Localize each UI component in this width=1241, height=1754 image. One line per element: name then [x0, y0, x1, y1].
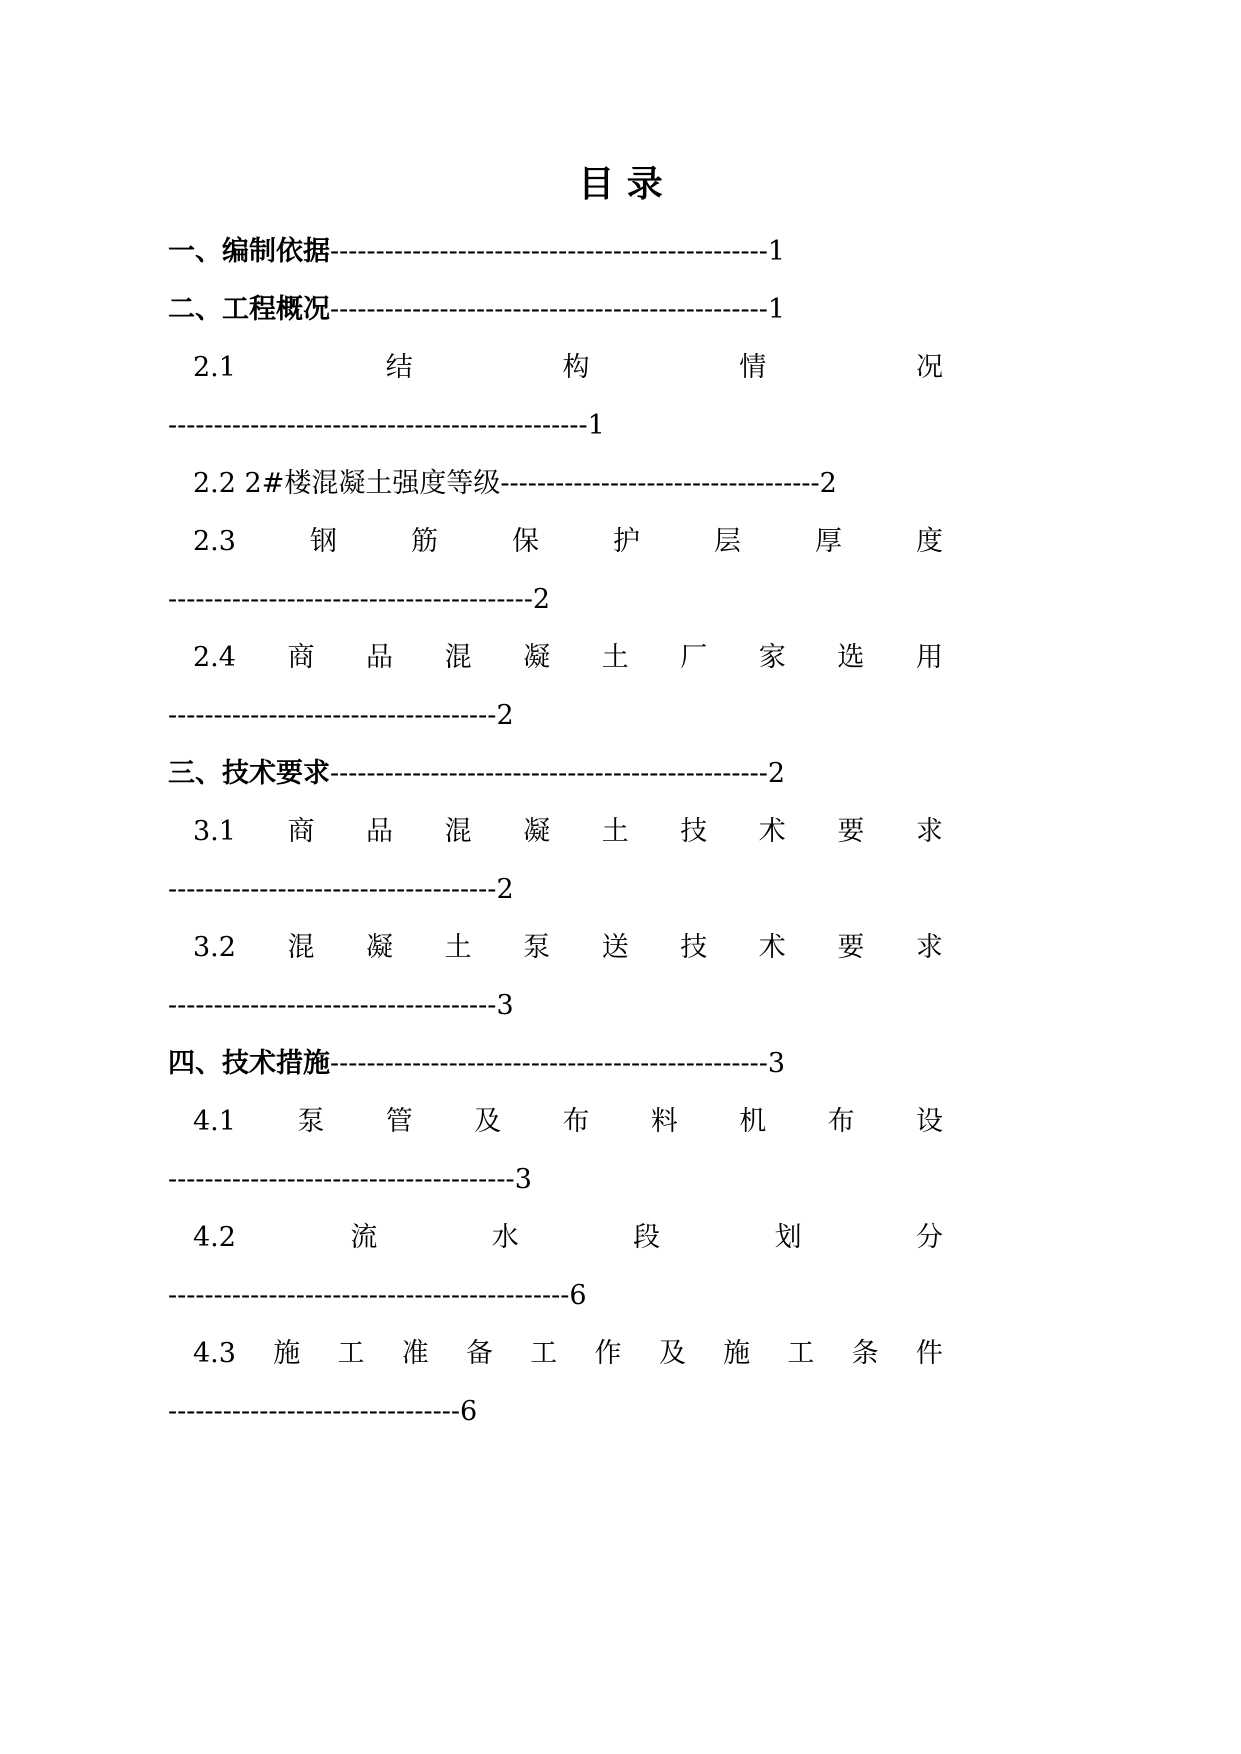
- toc-entry-char: 工: [787, 1338, 815, 1369]
- toc-entry-char: 度: [915, 526, 943, 557]
- toc-entry-char: 设: [915, 1106, 943, 1137]
- toc-leader-line-4-2: [168, 1276, 868, 1316]
- toc-entry-char: 混: [444, 816, 472, 847]
- toc-entry-label: 2#楼混凝土强度等级: [244, 468, 501, 499]
- toc-page-number: 1: [767, 294, 786, 325]
- toc-entry-char: 泵: [523, 932, 551, 963]
- toc-entry-char: 混: [444, 642, 472, 673]
- toc-entry-char: 构: [562, 352, 590, 383]
- toc-leader-line-4-1: [168, 1160, 868, 1200]
- toc-entry-char: 商: [287, 816, 315, 847]
- toc-entry-char: 管: [385, 1106, 413, 1137]
- toc-page-number: 3: [514, 1164, 532, 1195]
- toc-entry-char: 工: [530, 1338, 558, 1369]
- toc-page-number: 2: [819, 468, 837, 499]
- toc-entry-number: 3.2: [193, 932, 236, 963]
- toc-entry-3-2[interactable]: [193, 928, 943, 968]
- toc-entry-char: 条: [851, 1338, 879, 1369]
- toc-leader: ------------------------------------------------: [330, 1048, 768, 1079]
- toc-entry-label: 工程概况: [222, 294, 330, 325]
- toc-page-number: 2: [496, 700, 514, 731]
- toc-entry-char: 要: [837, 932, 865, 963]
- toc-entry-char: 送: [601, 932, 629, 963]
- toc-entry-number: 三、: [168, 758, 222, 789]
- toc-entry-char: 布: [562, 1106, 590, 1137]
- toc-entry-char: 施: [723, 1338, 751, 1369]
- toc-entry-char: 保: [511, 526, 539, 557]
- toc-entry-char: 凝: [523, 642, 551, 673]
- toc-entry-char: 水: [491, 1222, 519, 1253]
- toc-entry-char: 技: [680, 816, 708, 847]
- toc-leader-line-2-4: [168, 696, 868, 736]
- toc-entry-char: 品: [366, 816, 394, 847]
- toc-entry-char: 技: [680, 932, 708, 963]
- toc-entry-char: 厂: [680, 642, 708, 673]
- toc-page-number: 3: [496, 990, 514, 1021]
- toc-entry-number: 2.4: [193, 642, 236, 673]
- toc-entry-number: 2.1: [193, 352, 236, 383]
- toc-entry-3-1[interactable]: [193, 812, 943, 852]
- toc-entry-char: 厚: [814, 526, 842, 557]
- toc-entry-label: 编制依据: [222, 236, 330, 267]
- toc-entry-char: 料: [650, 1106, 678, 1137]
- toc-entry-char: 泵: [297, 1106, 325, 1137]
- toc-entry-number: 3.1: [193, 816, 236, 847]
- toc-entry-char: 段: [633, 1222, 661, 1253]
- toc-entry-number: 二、: [168, 294, 222, 325]
- toc-entry-char: 准: [401, 1338, 429, 1369]
- toc-entry-char: 求: [915, 816, 943, 847]
- toc-leader: ------------------------------------: [168, 874, 497, 905]
- toc-entry-2-4[interactable]: [193, 638, 943, 678]
- toc-entry-char: 况: [915, 352, 943, 383]
- toc-entry-number: 四、: [168, 1048, 222, 1079]
- toc-entry-char: 术: [758, 932, 786, 963]
- toc-leader-line-3-2: [168, 986, 868, 1026]
- toc-entry-char: 分: [915, 1222, 943, 1253]
- toc-entry-label: 技术要求: [222, 758, 330, 789]
- toc-leader-line-2-1: [168, 406, 868, 446]
- toc-leader: ------------------------------------------------: [330, 236, 768, 267]
- toc-leader: ------------------------------------------------: [330, 758, 768, 789]
- toc-entry-number: 4.1: [193, 1106, 236, 1137]
- toc-entry-char: 土: [601, 816, 629, 847]
- toc-entry-char: 筋: [410, 526, 438, 557]
- toc-entry-4-3[interactable]: [193, 1334, 943, 1374]
- toc-entry-char: 钢: [309, 526, 337, 557]
- toc-entry-char: 土: [601, 642, 629, 673]
- toc-entry-number: 2.3: [193, 526, 236, 557]
- toc-entry-char: 及: [658, 1338, 686, 1369]
- toc-entry-3[interactable]: [168, 754, 943, 794]
- toc-entry-label: 技术措施: [222, 1048, 330, 1079]
- toc-leader: ----------------------------------------------: [168, 410, 588, 441]
- toc-leader-line-4-3: [168, 1392, 868, 1432]
- toc-page-number: 6: [569, 1280, 587, 1311]
- toc-page-number: 2: [496, 874, 514, 905]
- toc-entry-char: 术: [758, 816, 786, 847]
- toc-leader: ------------------------------------------------: [330, 294, 768, 325]
- toc-entry-char: 凝: [366, 932, 394, 963]
- toc-entry-char: 备: [466, 1338, 494, 1369]
- toc-entry-char: 求: [915, 932, 943, 963]
- toc-entry-2[interactable]: [168, 290, 943, 330]
- toc-entry-char: 施: [273, 1338, 301, 1369]
- toc-leader: --------------------------------------: [168, 1164, 515, 1195]
- toc-entry-2-3[interactable]: [193, 522, 943, 562]
- toc-leader: --------------------------------: [168, 1396, 460, 1427]
- toc-entry-char: 流: [350, 1222, 378, 1253]
- toc-leader: ----------------------------------------: [168, 584, 533, 615]
- toc-entry-number: 2.2: [193, 468, 236, 499]
- toc-entry-number: 4.2: [193, 1222, 236, 1253]
- toc-page-number: 1: [587, 410, 605, 441]
- toc-entry-char: 要: [837, 816, 865, 847]
- toc-leader-line-3-1: [168, 870, 868, 910]
- toc-leader: -----------------------------------: [500, 468, 820, 499]
- toc-entry-4[interactable]: [168, 1044, 943, 1084]
- toc-entry-char: 混: [287, 932, 315, 963]
- toc-page-number: 6: [459, 1396, 478, 1427]
- toc-leader: ------------------------------------: [168, 990, 497, 1021]
- toc-entry-char: 用: [915, 642, 943, 673]
- toc-entry-char: 层: [713, 526, 741, 557]
- toc-page-number: 3: [767, 1048, 786, 1079]
- toc-entry-2-2[interactable]: [193, 464, 943, 504]
- toc-page-number: 2: [532, 584, 551, 615]
- toc-entry-number: 4.3: [193, 1338, 236, 1369]
- toc-entry-2-1[interactable]: [193, 348, 943, 388]
- toc-title: 目 录: [578, 164, 663, 205]
- toc-entry-char: 品: [366, 642, 394, 673]
- toc-entry-char: 件: [915, 1338, 943, 1369]
- toc-entry-char: 结: [385, 352, 413, 383]
- toc-entry-char: 划: [774, 1222, 802, 1253]
- toc-entry-4-1[interactable]: [193, 1102, 943, 1142]
- toc-entry-char: 家: [758, 642, 786, 673]
- toc-leader: ------------------------------------: [168, 700, 497, 731]
- toc-entry-number: 一、: [168, 236, 222, 267]
- toc-leader: --------------------------------------------: [168, 1280, 570, 1311]
- toc-entry-4-2[interactable]: [193, 1218, 943, 1258]
- toc-entry-char: 作: [594, 1338, 622, 1369]
- toc-entry-char: 商: [287, 642, 315, 673]
- toc-entry-char: 布: [827, 1106, 855, 1137]
- toc-entry-1[interactable]: [168, 232, 943, 272]
- toc-entry-char: 情: [739, 352, 767, 383]
- toc-entry-char: 选: [837, 642, 865, 673]
- toc-entry-char: 工: [337, 1338, 365, 1369]
- toc-entry-char: 护: [612, 526, 640, 557]
- toc-page-number: 1: [767, 236, 786, 267]
- toc-entry-char: 及: [474, 1106, 502, 1137]
- toc-entry-char: 机: [739, 1106, 767, 1137]
- toc-leader-line-2-3: [168, 580, 868, 620]
- toc-entry-char: 土: [444, 932, 472, 963]
- toc-page-number: 2: [767, 758, 786, 789]
- toc-entry-char: 凝: [523, 816, 551, 847]
